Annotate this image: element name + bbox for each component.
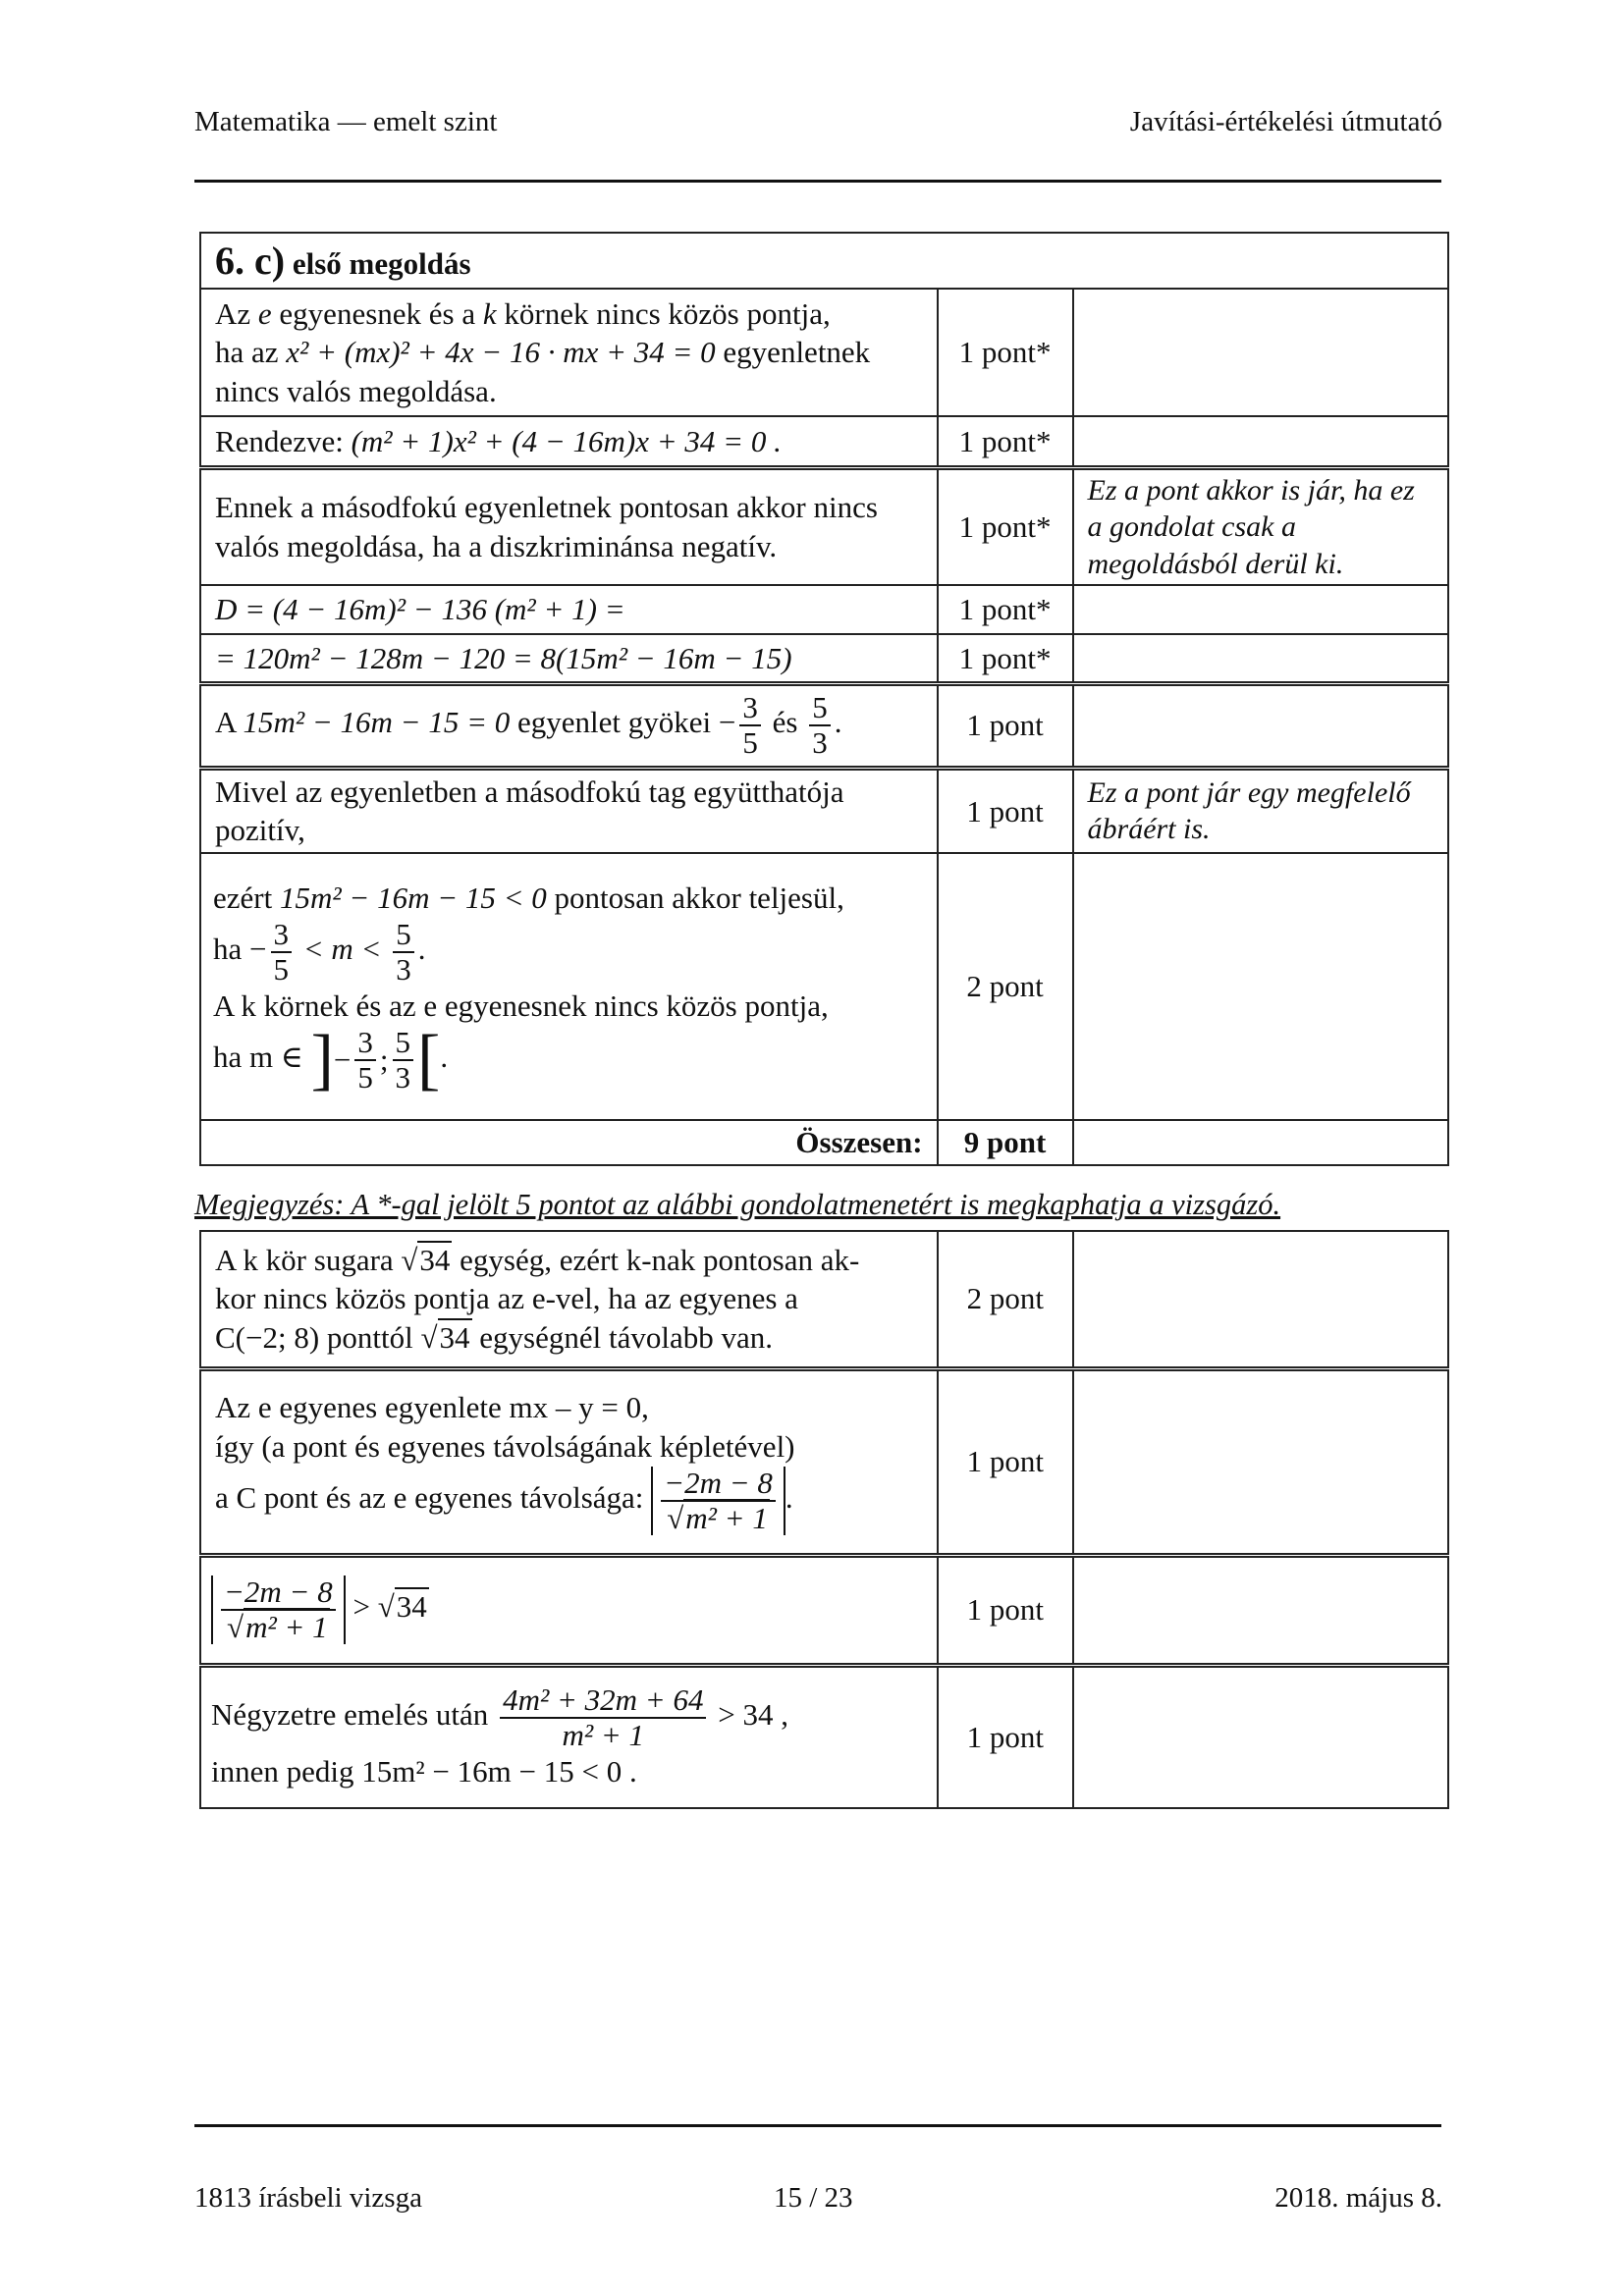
- step-text: Ennek a másodfokú egyenletnek pontosan akkor nincs valós megoldása, ha a diszkriminánsa negatív.: [200, 467, 938, 585]
- alternative-table: [199, 1230, 1449, 1809]
- step-text: Négyzetre emelés után $\frac{\text{4m² + 32m + 64}}{\text{m² + 1}}$ > 34 , innen pedig 15m² − 16m − 15 < 0 .: [200, 1665, 938, 1808]
- note-cell: [1073, 1665, 1448, 1808]
- fraction: $\frac{3}{5}$: [739, 691, 761, 760]
- step-text: [200, 634, 938, 683]
- points: 1 pont*: [938, 585, 1073, 634]
- table-row: [200, 768, 1448, 853]
- table-row: [200, 1555, 1448, 1665]
- solution-title-row: [200, 233, 1448, 289]
- total-row: [200, 1120, 1448, 1165]
- step-text: A 15m² − 16m − 15 = 0 egyenlet gyökei − $\frac{3}{5}$ és $\frac{5}{3}$ .: [200, 683, 938, 768]
- note-cell: [1073, 1555, 1448, 1665]
- table-row: [200, 416, 1448, 467]
- remark: Megjegyzés: A *-gal jelölt 5 pontot az alábbi gondolatmenetért is megkaphatja a vizsgázó.: [194, 1188, 1281, 1221]
- points: 1 pont*: [938, 467, 1073, 585]
- step-text: Mivel az egyenletben a másodfokú tag együtthatója pozitív,: [200, 768, 938, 853]
- note-cell: [1073, 1368, 1448, 1555]
- total-label: Összesen:: [200, 1120, 938, 1165]
- points: 1 pont*: [938, 416, 1073, 467]
- square-root: √34: [377, 1589, 427, 1625]
- note-cell: [1073, 585, 1448, 634]
- step-text: Az e egyenes egyenlete mx – y = 0, így (a pont és egyenes távolságának képletével) a C pont és az e egyenes távolsága: $\frac{-2m - 8}{\text{√m² + 1}}$ .: [200, 1368, 938, 1555]
- equation: = 120m² − 128m − 120 = 8(15m² − 16m − 15): [215, 640, 792, 675]
- table-row: [200, 1231, 1448, 1368]
- table-row: [200, 634, 1448, 683]
- table-row: [200, 683, 1448, 768]
- solution-title: [200, 233, 1448, 289]
- fraction: $\frac{5}{3}$: [809, 691, 831, 760]
- table-row: [200, 1665, 1448, 1808]
- fraction: $\frac{3}{5}$: [271, 918, 293, 987]
- step-text: ezért 15m² − 16m − 15 < 0 pontosan akkor teljesül, ha − $\frac{3}{5}$ < m < $\frac{5}{3}$ . A k körnek és az e egyenesnek nincs közös pontja, ha m ∈ ] − $\frac{3}{5}$ ; $\frac{5}{3}$ [ .: [200, 853, 938, 1120]
- solution-table: [199, 232, 1449, 1166]
- table-row: [200, 1368, 1448, 1555]
- fraction: $\frac{\text{4m² + 32m + 64}}{\text{m² + 1}}$: [500, 1683, 706, 1752]
- total-points: 9 pont: [938, 1120, 1073, 1165]
- step-text: Az e egyenesnek és a k körnek nincs közös pontja, ha az x² + (mx)² + 4x − 16 · mx + 34 = 0 egyenletnek nincs valós megoldása.: [200, 289, 938, 416]
- open-interval: ] − $\frac{3}{5}$ ; $\frac{5}{3}$ [: [310, 1021, 441, 1097]
- note-cell: [1073, 634, 1448, 683]
- task-title: első megoldás: [292, 246, 471, 281]
- points: 1 pont*: [938, 289, 1073, 416]
- footer-exam-code: 1813 írásbeli vizsga: [194, 2182, 422, 2214]
- points: 1 pont: [938, 1555, 1073, 1665]
- points: 2 pont: [938, 1231, 1073, 1368]
- header-subject: Matematika — emelt szint: [194, 106, 498, 137]
- inequality: 15m² − 16m − 15 < 0: [279, 881, 547, 916]
- equation: x² + (mx)² + 4x − 16 · mx + 34 = 0: [286, 335, 716, 370]
- square-root: √34: [401, 1242, 451, 1277]
- page-number: 15 / 23: [774, 2182, 853, 2214]
- footer-rule: [194, 2124, 1441, 2127]
- task-number: 6. c): [215, 239, 286, 283]
- note-cell: [1073, 1120, 1448, 1165]
- step-text: $\frac{-2m - 8}{\text{√m² + 1}}$ > √34: [200, 1555, 938, 1665]
- fraction: $\frac{5}{3}$: [393, 918, 414, 987]
- absolute-value: $\frac{-2m - 8}{\text{√m² + 1}}$: [651, 1467, 785, 1535]
- table-row: [200, 289, 1448, 416]
- points: 1 pont: [938, 1665, 1073, 1808]
- points: 1 pont: [938, 768, 1073, 853]
- step-text: [200, 585, 938, 634]
- header-guide-title: Javítási-értékelési útmutató: [1129, 106, 1442, 137]
- square-root: √34: [420, 1320, 470, 1356]
- header-rule: [194, 180, 1441, 183]
- points: 1 pont: [938, 683, 1073, 768]
- equation: D = (4 − 16m)² − 136 (m² + 1) =: [215, 592, 625, 627]
- step-text: A k kör sugara √34 egység, ezért k-nak pontosan ak- kor nincs közös pontja az e-vel, ha az egyenes a C(−2; 8) ponttól √34 egységnél távolabb van.: [200, 1231, 938, 1368]
- table-row: [200, 585, 1448, 634]
- equation: 15m² − 16m − 15 = 0: [243, 705, 511, 740]
- note-cell: [1073, 853, 1448, 1120]
- absolute-value: $\frac{-2m - 8}{\text{√m² + 1}}$: [211, 1575, 346, 1644]
- footer-date: 2018. május 8.: [1274, 2182, 1442, 2214]
- note-cell: [1073, 683, 1448, 768]
- note-cell: [1073, 416, 1448, 467]
- table-row: [200, 853, 1448, 1120]
- equation: (m² + 1)x² + (4 − 16m)x + 34 = 0 .: [351, 423, 782, 458]
- note-cell: Ez a pont jár egy megfelelő ábráért is.: [1073, 768, 1448, 853]
- note-cell: Ez a pont akkor is jár, ha ez a gondolat csak a megoldásból derül ki.: [1073, 467, 1448, 585]
- table-row: [200, 467, 1448, 585]
- points: 2 pont: [938, 853, 1073, 1120]
- points: 1 pont*: [938, 634, 1073, 683]
- points: 1 pont: [938, 1368, 1073, 1555]
- step-text: Rendezve: (m² + 1)x² + (4 − 16m)x + 34 = 0 .: [200, 416, 938, 467]
- note-cell: [1073, 1231, 1448, 1368]
- note-cell: [1073, 289, 1448, 416]
